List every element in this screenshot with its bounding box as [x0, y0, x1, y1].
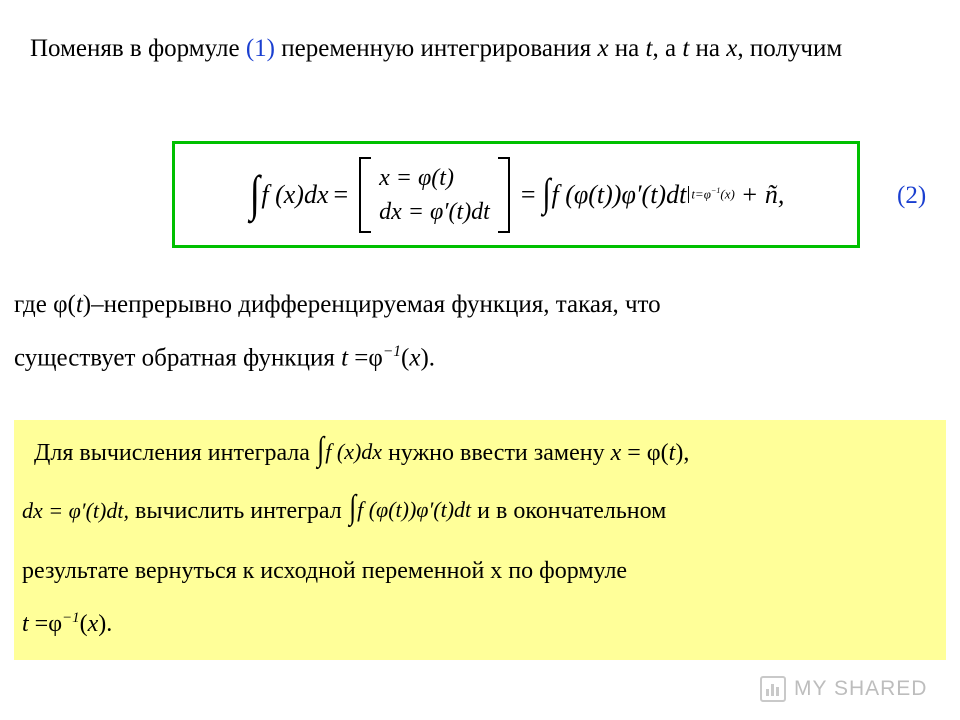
watermark [760, 676, 927, 702]
panel-exponent-final: −1 [62, 610, 80, 626]
intro-var-t: t [645, 35, 653, 62]
mid-paren-open: ( [67, 291, 76, 318]
panel-phi-final: φ [48, 611, 63, 637]
middle-line-1 [14, 281, 944, 328]
integrand-rhs: f (φ(t))φ′(t)dt [551, 179, 687, 209]
panel-text-2a: вычислить интеграл [134, 498, 342, 524]
formula-content [175, 144, 857, 245]
panel-equals-final: = [28, 611, 49, 637]
bracket-left [359, 157, 371, 233]
panel-line-4 [22, 610, 112, 638]
intro-text-part3: на [608, 35, 646, 62]
intro-text-part1: Поменяв в формуле [30, 35, 246, 62]
formula-tag-2: (2) [897, 182, 927, 209]
differential-substitution: dx = φ′(t)dt, [22, 498, 129, 523]
panel-line-3 [22, 558, 627, 585]
substitution-rows [371, 157, 498, 233]
eval-sub-argument: (x) [720, 186, 735, 202]
panel-paren-open-final: ( [79, 611, 88, 637]
mid-text-a: где [14, 291, 54, 318]
equation-row [248, 157, 785, 233]
panel-phi-1: φ [646, 440, 661, 466]
mid2-exponent: −1 [382, 343, 402, 360]
integrand-inline-2: f (φ(t))φ′(t)dt [357, 496, 472, 522]
panel-text-1e: ), [675, 440, 690, 466]
integral-sign-lhs: ∫ [249, 164, 260, 221]
mid2-var-t: t [341, 344, 349, 372]
panel-line-1 [34, 431, 690, 468]
intro-var-x: x [597, 35, 609, 62]
mid-var-t: t [75, 291, 83, 318]
mid2-end: ). [420, 344, 436, 372]
panel-text-1c: = [621, 440, 647, 466]
inline-integral-2 [348, 489, 472, 526]
vertical-bar [688, 186, 689, 203]
mid2-text-a: существует обратная функция [14, 344, 342, 372]
integration-constant: + ñ, [740, 179, 785, 209]
evaluation-subscript [691, 186, 734, 203]
mid-phi: φ [53, 291, 68, 318]
eval-sub-exponent: −1 [710, 185, 721, 195]
mid2-equals: = [348, 344, 369, 372]
intro-var-x2: x [726, 35, 738, 62]
formula-reference-1: (1) [245, 35, 276, 62]
substitution-line-1: x = φ(t) [379, 164, 454, 191]
middle-line-2 [14, 328, 944, 381]
integrand-lhs: f (x)dx [261, 179, 329, 209]
substitution-line-2: dx = φ′(t)dt [379, 198, 490, 225]
mid2-phi: φ [368, 344, 383, 372]
myshared-logo-icon [760, 676, 786, 702]
panel-var-t-final: t [22, 611, 29, 637]
integral-sign-rhs: ∫ [541, 169, 551, 215]
eval-sub-base: t=φ [691, 186, 711, 202]
intro-text-part2: переменную интегрирования [275, 35, 598, 62]
equals-sign-1: = [333, 179, 349, 209]
integral-sign-inline-1: ∫ [317, 431, 325, 468]
substitution-system [359, 157, 510, 233]
panel-var-x: x [610, 440, 622, 466]
bracket-right [498, 157, 510, 233]
panel-text-2b: и в окончательном [477, 498, 667, 524]
formula-box-2 [172, 141, 860, 248]
highlight-panel [14, 420, 946, 660]
mid2-var-x: x [409, 344, 421, 372]
intro-text-part6: , получим [737, 35, 843, 62]
mid2-paren-open: ( [401, 344, 410, 372]
panel-var-x-final: x [87, 611, 99, 637]
integral-sign-inline-2: ∫ [348, 489, 356, 526]
panel-var-t: t [668, 440, 676, 466]
panel-paren-open-1: ( [660, 440, 669, 466]
panel-end-final: ). [98, 611, 113, 637]
panel-text-3: результате вернуться к исходной переменной x по формуле [22, 558, 628, 584]
intro-paragraph [30, 26, 930, 72]
evaluation-bar [688, 186, 734, 203]
intro-text-part4: , а [652, 35, 683, 62]
panel-text-1a: Для вычисления интеграла [34, 440, 310, 466]
intro-var-t2: t [682, 35, 690, 62]
intro-text-part5: на [689, 35, 727, 62]
integrand-inline-1: f (x)dx [325, 438, 383, 464]
middle-paragraph [14, 281, 944, 381]
panel-line-2 [22, 489, 667, 526]
inline-integral-1 [316, 431, 383, 468]
mid-text-c: )–непрерывно дифференцируемая функция, такая, что [82, 291, 661, 318]
equals-sign-2: = [520, 179, 536, 209]
panel-text-1b: нужно ввести замену [388, 440, 611, 466]
watermark-text: MY SHARED [794, 677, 928, 700]
